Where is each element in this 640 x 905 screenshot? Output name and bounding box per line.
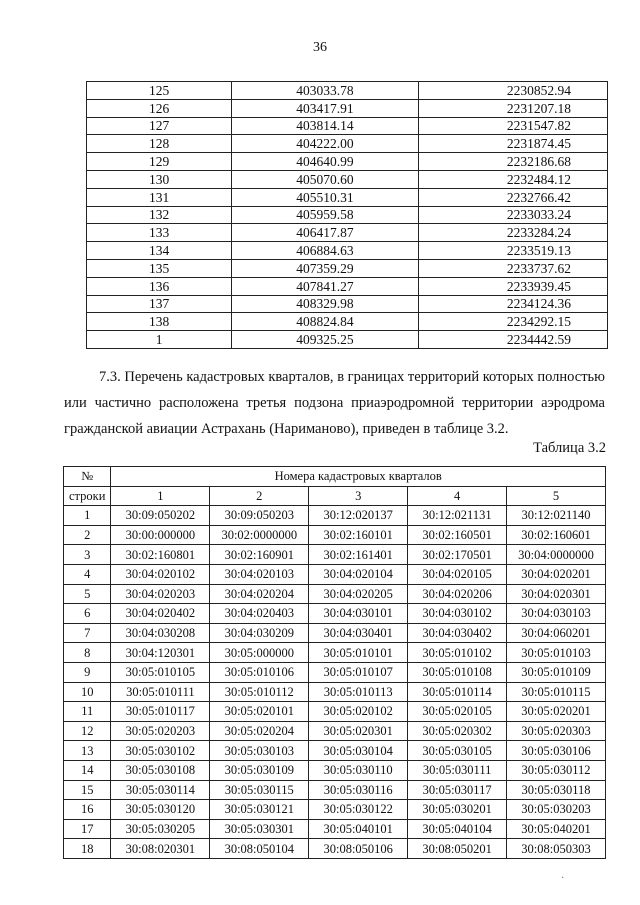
- row-number: 12: [64, 721, 111, 741]
- table-row: [64, 682, 606, 702]
- row-number: 1: [64, 506, 111, 526]
- table-row: [87, 188, 608, 206]
- row-number: 7: [64, 623, 111, 643]
- cadastral-quarter-cell: 30:05:010112: [210, 682, 309, 702]
- table-cell: 2234124.36: [418, 295, 607, 313]
- cadastral-quarter-cell: 30:05:030201: [408, 800, 507, 820]
- table-cell: 126: [87, 99, 232, 117]
- table-row: [64, 780, 606, 800]
- cadastral-quarter-cell: 30:05:030203: [507, 800, 606, 820]
- cadastral-quarter-cell: 30:05:030120: [111, 800, 210, 820]
- table-cell: 2233284.24: [418, 224, 607, 242]
- header-row-group: [64, 467, 606, 487]
- cadastral-quarter-cell: 30:04:030401: [309, 623, 408, 643]
- cadastral-quarter-cell: 30:08:050303: [507, 839, 606, 859]
- cadastral-quarter-cell: 30:04:030402: [408, 623, 507, 643]
- cadastral-quarter-cell: 30:05:040104: [408, 819, 507, 839]
- cadastral-quarter-cell: 30:04:030209: [210, 623, 309, 643]
- cadastral-quarter-cell: 30:04:0000000: [507, 545, 606, 565]
- table-cell: 130: [87, 170, 232, 188]
- table-cell: 408329.98: [232, 295, 419, 313]
- row-number: 13: [64, 741, 111, 761]
- cadastral-quarter-cell: 30:05:010105: [111, 662, 210, 682]
- table-cell: 2231207.18: [418, 99, 607, 117]
- cadastral-quarter-cell: 30:05:030104: [309, 741, 408, 761]
- table-row: [64, 506, 606, 526]
- cadastral-quarter-cell: 30:12:020137: [309, 506, 408, 526]
- cadastral-quarter-cell: 30:04:020102: [111, 564, 210, 584]
- cadastral-quarter-cell: 30:04:020104: [309, 564, 408, 584]
- cadastral-quarter-cell: 30:02:161401: [309, 545, 408, 565]
- table-cell: 407841.27: [232, 277, 419, 295]
- cadastral-quarter-cell: 30:02:160101: [309, 525, 408, 545]
- cadastral-quarter-cell: 30:02:160601: [507, 525, 606, 545]
- table-cell: 134: [87, 242, 232, 260]
- table-row: [87, 277, 608, 295]
- column-number: 3: [309, 486, 408, 506]
- table-row: [87, 170, 608, 188]
- table-cell: 2232484.12: [418, 170, 607, 188]
- table-cell: 2234442.59: [418, 331, 607, 349]
- cadastral-quarter-cell: 30:04:020301: [507, 584, 606, 604]
- table-row: [64, 525, 606, 545]
- table-row: [64, 702, 606, 722]
- cadastral-quarter-cell: 30:05:030117: [408, 780, 507, 800]
- row-number: 3: [64, 545, 111, 565]
- cadastral-quarter-cell: 30:05:020201: [507, 702, 606, 722]
- cadastral-quarter-cell: 30:05:020102: [309, 702, 408, 722]
- table-cell: 407359.29: [232, 259, 419, 277]
- cadastral-quarter-cell: 30:05:010117: [111, 702, 210, 722]
- header-group-title: Номера кадастровых кварталов: [111, 467, 606, 487]
- cadastral-quarter-cell: 30:04:030103: [507, 604, 606, 624]
- table-cell: 2233519.13: [418, 242, 607, 260]
- table-row: [87, 153, 608, 171]
- cadastral-quarter-cell: 30:05:010109: [507, 662, 606, 682]
- table-cell: 2231547.82: [418, 117, 607, 135]
- table-cell: 129: [87, 153, 232, 171]
- table-row: [87, 206, 608, 224]
- table-row: [87, 259, 608, 277]
- table-row: [64, 545, 606, 565]
- table-row: [87, 99, 608, 117]
- table-cell: 406417.87: [232, 224, 419, 242]
- table-cell: 135: [87, 259, 232, 277]
- column-number: 1: [111, 486, 210, 506]
- row-number: 4: [64, 564, 111, 584]
- table-cell: 137: [87, 295, 232, 313]
- cadastral-quarter-cell: 30:04:060201: [507, 623, 606, 643]
- table-cell: 2230852.94: [418, 82, 607, 100]
- cadastral-quarter-cell: 30:04:020206: [408, 584, 507, 604]
- table-row: [87, 224, 608, 242]
- column-number: 2: [210, 486, 309, 506]
- header-num-sign: №: [64, 467, 111, 487]
- table-cell: 406884.63: [232, 242, 419, 260]
- cadastral-quarter-cell: 30:12:021140: [507, 506, 606, 526]
- row-number: 17: [64, 819, 111, 839]
- cadastral-quarter-cell: 30:05:040201: [507, 819, 606, 839]
- cadastral-quarter-cell: 30:05:010113: [309, 682, 408, 702]
- table-row: [87, 82, 608, 100]
- cadastral-quarter-cell: 30:09:050202: [111, 506, 210, 526]
- table-cell: 409325.25: [232, 331, 419, 349]
- cadastral-quarter-cell: 30:04:020402: [111, 604, 210, 624]
- cadastral-quarter-cell: 30:05:030105: [408, 741, 507, 761]
- cadastral-quarter-cell: 30:05:030111: [408, 760, 507, 780]
- table-cell: 1: [87, 331, 232, 349]
- table-caption: Таблица 3.2: [533, 440, 606, 456]
- cadastral-quarter-cell: 30:05:030114: [111, 780, 210, 800]
- table-row: [64, 584, 606, 604]
- cadastral-quarter-cell: 30:04:020204: [210, 584, 309, 604]
- row-number: 5: [64, 584, 111, 604]
- header-row-label: строки: [64, 486, 111, 506]
- row-number: 14: [64, 760, 111, 780]
- table-cell: 405959.58: [232, 206, 419, 224]
- table-cell: 2233737.62: [418, 259, 607, 277]
- table-row: [64, 800, 606, 820]
- table-cell: 403417.91: [232, 99, 419, 117]
- row-number: 18: [64, 839, 111, 859]
- row-number: 2: [64, 525, 111, 545]
- cadastral-quarter-cell: 30:05:030205: [111, 819, 210, 839]
- cadastral-quarter-cell: 30:02:0000000: [210, 525, 309, 545]
- cadastral-quarter-cell: 30:02:160901: [210, 545, 309, 565]
- table-cell: 2233939.45: [418, 277, 607, 295]
- cadastral-quarter-cell: 30:04:020403: [210, 604, 309, 624]
- column-number: 4: [408, 486, 507, 506]
- table-cell: 136: [87, 277, 232, 295]
- table-row: [64, 819, 606, 839]
- cadastral-quarter-cell: 30:04:120301: [111, 643, 210, 663]
- table-cell: 404640.99: [232, 153, 419, 171]
- table-row: [87, 295, 608, 313]
- cadastral-quarter-cell: 30:05:010115: [507, 682, 606, 702]
- cadastral-quarter-cell: 30:04:030208: [111, 623, 210, 643]
- table-row: [87, 135, 608, 153]
- cadastral-quarter-cell: 30:05:010108: [408, 662, 507, 682]
- cadastral-quarter-cell: 30:05:030122: [309, 800, 408, 820]
- table-cell: 405070.60: [232, 170, 419, 188]
- table-row: [87, 242, 608, 260]
- table-row: [64, 643, 606, 663]
- table-cell: 132: [87, 206, 232, 224]
- table-row: [64, 721, 606, 741]
- section-paragraph: 7.3. Перечень кадастровых кварталов, в границах территорий которых полностью или частично расположена третья подзона приаэродромной территории аэродрома гражданской авиации Астрахань (Нариманово), приведен в таблице 3.2.: [64, 369, 605, 437]
- row-number: 10: [64, 682, 111, 702]
- cadastral-quarter-cell: 30:05:010106: [210, 662, 309, 682]
- cadastral-quarter-cell: 30:04:020201: [507, 564, 606, 584]
- cadastral-quarters-table: [63, 466, 606, 859]
- table-row: [64, 839, 606, 859]
- cadastral-quarter-cell: 30:04:020205: [309, 584, 408, 604]
- table-row: [64, 662, 606, 682]
- table-row: [64, 564, 606, 584]
- table-cell: 403033.78: [232, 82, 419, 100]
- table-cell: 133: [87, 224, 232, 242]
- cadastral-quarter-cell: 30:05:030103: [210, 741, 309, 761]
- table-cell: 131: [87, 188, 232, 206]
- cadastral-quarter-cell: 30:05:020303: [507, 721, 606, 741]
- footer-mark: .: [561, 869, 564, 881]
- cadastral-quarter-cell: 30:08:020301: [111, 839, 210, 859]
- row-number: 8: [64, 643, 111, 663]
- table-cell: 127: [87, 117, 232, 135]
- cadastral-quarter-cell: 30:02:160501: [408, 525, 507, 545]
- cadastral-quarter-cell: 30:05:030301: [210, 819, 309, 839]
- cadastral-quarter-cell: 30:05:030109: [210, 760, 309, 780]
- cadastral-quarter-cell: 30:05:020301: [309, 721, 408, 741]
- cadastral-quarter-cell: 30:05:030108: [111, 760, 210, 780]
- cadastral-quarter-cell: 30:05:030121: [210, 800, 309, 820]
- cadastral-quarter-cell: 30:12:021131: [408, 506, 507, 526]
- cadastral-quarter-cell: 30:05:030118: [507, 780, 606, 800]
- cadastral-quarter-cell: 30:05:040101: [309, 819, 408, 839]
- cadastral-quarter-cell: 30:05:030110: [309, 760, 408, 780]
- row-number: 16: [64, 800, 111, 820]
- cadastral-quarter-cell: 30:05:030116: [309, 780, 408, 800]
- table-cell: 2232186.68: [418, 153, 607, 171]
- coordinates-table: [86, 81, 608, 349]
- cadastral-quarter-cell: 30:05:010111: [111, 682, 210, 702]
- cadastral-quarter-cell: 30:04:020105: [408, 564, 507, 584]
- cadastral-quarter-cell: 30:08:050104: [210, 839, 309, 859]
- cadastral-quarter-cell: 30:05:000000: [210, 643, 309, 663]
- table-cell: 405510.31: [232, 188, 419, 206]
- table-cell: 125: [87, 82, 232, 100]
- cadastral-quarter-cell: 30:04:020203: [111, 584, 210, 604]
- row-number: 15: [64, 780, 111, 800]
- cadastral-quarter-cell: 30:02:160801: [111, 545, 210, 565]
- cadastral-quarter-cell: 30:09:050203: [210, 506, 309, 526]
- cadastral-quarter-cell: 30:05:010114: [408, 682, 507, 702]
- table-cell: 128: [87, 135, 232, 153]
- table-cell: 2234292.15: [418, 313, 607, 331]
- row-number: 6: [64, 604, 111, 624]
- cadastral-quarter-cell: 30:04:030102: [408, 604, 507, 624]
- cadastral-quarter-cell: 30:05:030106: [507, 741, 606, 761]
- table-row: [87, 331, 608, 349]
- cadastral-quarter-cell: 30:00:000000: [111, 525, 210, 545]
- cadastral-quarter-cell: 30:05:010101: [309, 643, 408, 663]
- cadastral-quarter-cell: 30:02:170501: [408, 545, 507, 565]
- cadastral-quarter-cell: 30:05:010107: [309, 662, 408, 682]
- table-row: [64, 760, 606, 780]
- table-cell: 2231874.45: [418, 135, 607, 153]
- cadastral-quarter-cell: 30:05:030112: [507, 760, 606, 780]
- table-cell: 138: [87, 313, 232, 331]
- page-number: 36: [313, 40, 327, 55]
- cadastral-quarter-cell: 30:04:030101: [309, 604, 408, 624]
- table-row: [87, 313, 608, 331]
- cadastral-quarter-cell: 30:05:030115: [210, 780, 309, 800]
- table-cell: 403814.14: [232, 117, 419, 135]
- cadastral-quarter-cell: 30:05:020204: [210, 721, 309, 741]
- cadastral-quarter-cell: 30:05:020203: [111, 721, 210, 741]
- table-cell: 2232766.42: [418, 188, 607, 206]
- cadastral-quarter-cell: 30:05:020105: [408, 702, 507, 722]
- cadastral-quarter-cell: 30:08:050106: [309, 839, 408, 859]
- cadastral-quarter-cell: 30:05:010103: [507, 643, 606, 663]
- table-row: [64, 623, 606, 643]
- table-row: [64, 604, 606, 624]
- cadastral-quarter-cell: 30:04:020103: [210, 564, 309, 584]
- cadastral-quarter-cell: 30:05:010102: [408, 643, 507, 663]
- cadastral-quarter-cell: 30:08:050201: [408, 839, 507, 859]
- header-row-columns: [64, 486, 606, 506]
- table-row: [87, 117, 608, 135]
- table-cell: 404222.00: [232, 135, 419, 153]
- cadastral-quarter-cell: 30:05:020302: [408, 721, 507, 741]
- cadastral-quarter-cell: 30:05:030102: [111, 741, 210, 761]
- table-row: [64, 741, 606, 761]
- column-number: 5: [507, 486, 606, 506]
- cadastral-quarter-cell: 30:05:020101: [210, 702, 309, 722]
- table-cell: 2233033.24: [418, 206, 607, 224]
- row-number: 11: [64, 702, 111, 722]
- table-cell: 408824.84: [232, 313, 419, 331]
- row-number: 9: [64, 662, 111, 682]
